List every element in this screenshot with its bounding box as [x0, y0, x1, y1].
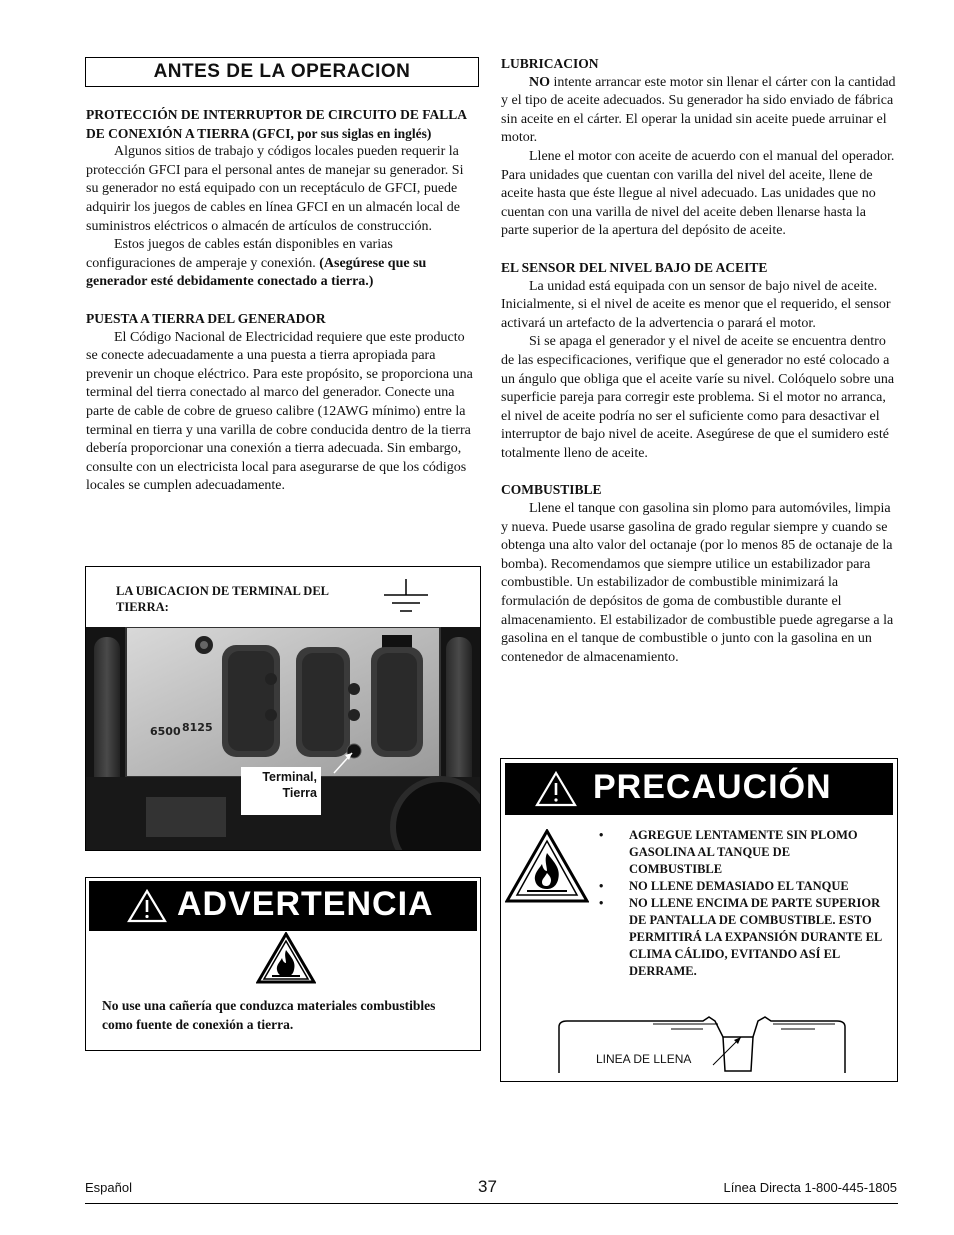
- ground-figure-caption: LA UBICACION DE TERMINAL DEL TIERRA:: [116, 584, 329, 614]
- gfci-paragraph-1: Algunos sitios de trabajo y códigos locales pueden requerir la protección GFCI para el personal antes de manejar su generador. Si su generador no está equipado con un receptáculo de GFCI, puede adquirir los juegos de cables en línea GFCI en un almacén local de suministros eléctricos o almacén de artículos de construcción.: [86, 144, 464, 234]
- oil-sensor-paragraph-2: Si se apaga el generador y el nivel de aceite se encuentra dentro de las especificaciones, verifique que el generador no esté colocado a un ángulo que obliga que el aceite varíe su nivel. Colóquelo sobre una superficie pareja para corregir este problema. Si el motor no arranca, el nivel de aceite podría no ser el suficiente como para desactivar el interruptor de bajo nivel de aceite. Asegúrese de que el sumidero esté totalmente lleno de aceite.: [501, 334, 895, 461]
- lubrication-paragraph-2: Llene el motor con aceite de acuerdo con el manual del operador. Para unidades que cuentan con varilla del nivel del aceite, llene de aceite hasta que éste llegue al nivel adecuado. Las unidades que no cuentan con una varilla de nivel del aceite deben llenarse hasta la parte superior de la apertura del depósito de aceite.: [501, 148, 895, 239]
- footer-divider: [85, 1203, 898, 1204]
- fuel-tank-fill-diagram: [553, 1015, 853, 1075]
- section-heading: ANTES DE LA OPERACION: [85, 57, 479, 87]
- panel-model-8125: 8125: [182, 721, 213, 734]
- warning-box: [85, 877, 481, 1051]
- generator-panel-illustration: [86, 627, 480, 850]
- ground-terminal-figure: [85, 566, 481, 851]
- caution-item-1: • AGREGUE LENTAMENTE SIN PLOMO GASOLINA AL TANQUE DE COMBUSTIBLE: [599, 827, 884, 878]
- caution-list: [599, 827, 884, 980]
- caution-item-2: • NO LLENE DEMASIADO EL TANQUE: [599, 878, 884, 895]
- footer-language: Español: [85, 1180, 132, 1195]
- lubrication-no-bold: NO: [529, 74, 550, 90]
- terminal-callout-label: [241, 767, 321, 815]
- warning-text: No use una cañería que conduzca materiales combustibles como fuente de conexión a tierra.: [102, 998, 436, 1032]
- ground-paragraph: El Código Nacional de Electricidad requiere que este producto se conecte adecuadamente a una puesta a tierra apropiada para prevenir un choque eléctrico. Para este propósito, se proporciona una terminal del tierra conectado al marco del generador. Conecte una parte de cable de cobre de grueso calibre (12AWG mínimo) entre la terminal en tierra y una varilla de cobre conducida dentro de la tierra debería proporcionar una conexión a tierra adecuada. Sin embargo, consulte con un electricista local para asegurarse de que los códigos locales se cumplen adecuadamente.: [86, 329, 473, 494]
- lubrication-heading: LUBRICACION: [501, 56, 599, 71]
- caution-title: PRECAUCIÓN: [593, 768, 832, 806]
- fire-hazard-icon: [256, 932, 316, 984]
- footer-hotline: Línea Directa 1-800-445-1805: [723, 1180, 897, 1195]
- warning-banner: [89, 881, 477, 931]
- lubrication-paragraph-1: [501, 74, 897, 148]
- fill-line-label: LINEA DE LLENA: [596, 1052, 692, 1066]
- generator-panel-photo: [86, 627, 480, 850]
- page-number: 37: [478, 1177, 497, 1196]
- panel-model-6500: 6500: [150, 725, 181, 738]
- fuel-paragraph: Llene el tanque con gasolina sin plomo para automóviles, limpia y nueva. Puede usarse gasolina de grado regular siempre y cuando se obtenga una alto valor del octanaje (por lo menos 85 de octanaje de la bomba). Recomendamos que siempre utilice un estabilizador para combustible. Un estabilizador de combustible minimizará la formulación de depósitos de goma de combustible durante el almacenamiento. El estabilizador de combustible puede agregarse a la gasolina en el tanque de combustible o junto con la gasolina en un contenedor de almacenamiento.: [501, 501, 894, 665]
- flammable-hazard-icon: [505, 829, 589, 903]
- terminal-label-line-1: Terminal,: [262, 770, 317, 784]
- caution-banner: [505, 763, 893, 815]
- lubrication-paragraph-1-text: intente arrancar este motor sin llenar el cárter con la cantidad y el tipo de aceite adecuados. Su generador ha sido enviado de fábrica sin aceite en el cárter. El operar la unidad sin aceite puede arruinar el motor.: [501, 74, 896, 146]
- ground-symbol-icon: [382, 579, 430, 617]
- fuel-heading: COMBUSTIBLE: [501, 482, 602, 498]
- caution-item-3: • NO LLENE ENCIMA DE PARTE SUPERIOR DE PANTALLA DE COMBUSTIBLE. ESTO PERMITIRÁ LA EXPANSIÓN DURANTE EL CLIMA CÁLIDO, EVITANDO ASÍ EL DERRAME.: [599, 895, 884, 980]
- right-column: [501, 55, 897, 667]
- caution-box: [500, 758, 898, 1082]
- warning-triangle-icon: [127, 889, 167, 923]
- left-column: [86, 106, 478, 496]
- caution-triangle-icon: [535, 771, 577, 807]
- gfci-paragraph-2: [86, 236, 478, 292]
- gfci-heading: PROTECCIÓN DE INTERRUPTOR DE CIRCUITO DE FALLA DE CONEXIÓN A TIERRA (GFCI, por sus siglas en inglés): [86, 107, 467, 141]
- warning-title: ADVERTENCIA: [177, 885, 434, 923]
- gfci-paragraph-2-text: Estos juegos de cables están disponibles en varias configuraciones de amperaje y conexión.: [86, 237, 393, 271]
- oil-sensor-paragraph-1: La unidad está equipada con un sensor de bajo nivel de aceite. Inicialmente, si el nivel de aceite es menor que el requerido, el sensor activará un artefacto de la advertencia o parará el motor.: [501, 278, 891, 331]
- gfci-paragraph-2-bold: (Asegúrese que su generador esté debidamente conectado a tierra.): [86, 255, 427, 290]
- oil-sensor-heading: EL SENSOR DEL NIVEL BAJO DE ACEITE: [501, 259, 768, 275]
- terminal-label-line-2: Tierra: [282, 786, 317, 800]
- ground-heading: PUESTA A TIERRA DEL GENERADOR: [86, 310, 326, 326]
